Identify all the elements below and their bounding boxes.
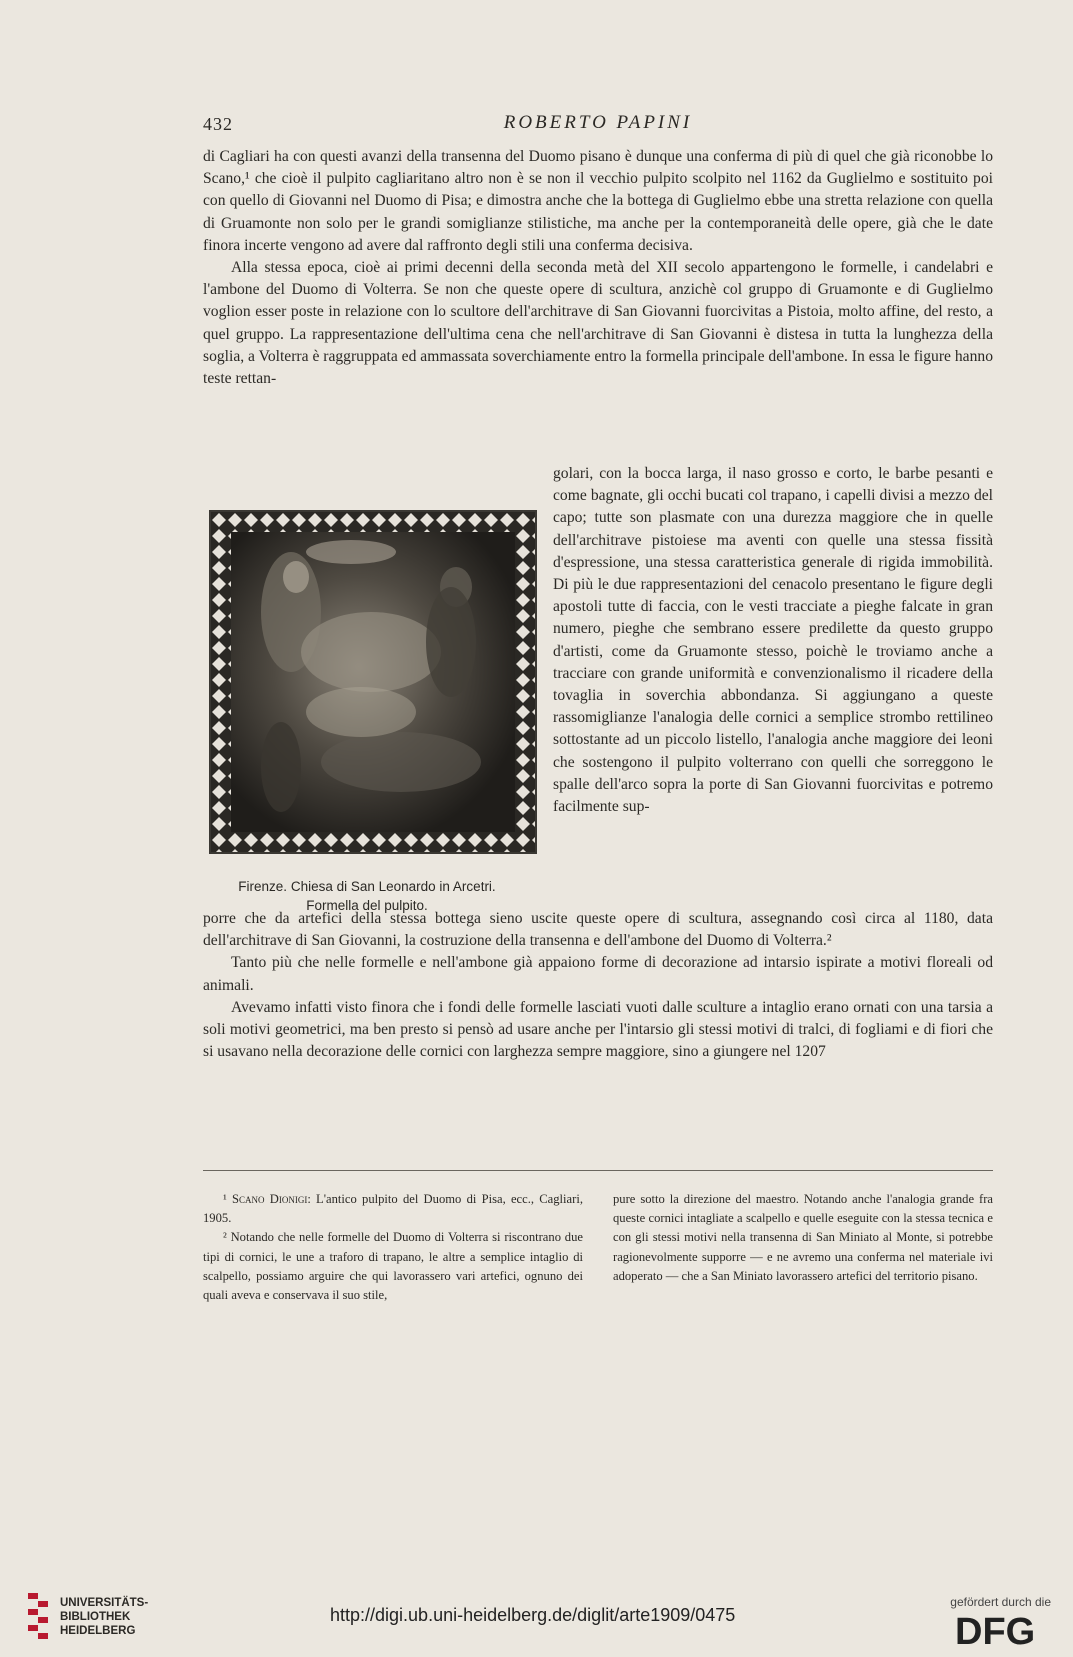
dfg-logo-icon <box>955 1611 1051 1649</box>
university-library-logo-icon <box>28 1593 48 1643</box>
dfg-logo-text: DFG <box>955 1611 1036 1649</box>
footnotes-left-column <box>203 1190 583 1305</box>
paragraph-3: porre che da artefici della stessa bottega sieno uscite queste opere di scultura, assegnando così circa al 1180, data dell'architrave di San Giovanni, la costruzione della transenna e dell'ambone del Duomo di Volterra.² <box>203 910 993 950</box>
paragraph-1: di Cagliari ha con questi avanzi della transenna del Duomo pisano è dunque una conferma di più di quel che già riconobbe lo Scano,¹ che cioè il pulpito cagliaritano altro non è se non il vecchio pulpito scolpito nel 1162 da Guglielmo e sostituito poi con quello di Giovanni nel Duomo di Pisa; e dimostra anche che la bottega di Guglielmo ebbe una stretta relazione con quella di Gruamonte non solo per le grandi somiglianze stilistiche, ma anche per la contemporaneità delle opere, già che le date finora incerte vengono ad avere dal raffronto degli stili una conferma decisiva. <box>203 148 993 254</box>
footnote-1-text: L'antico pulpito del Duomo di Pisa, ecc., Cagliari, 1905. <box>203 1192 583 1226</box>
body-text-top <box>203 146 993 390</box>
footnotes-right-column <box>613 1190 993 1286</box>
library-name-line-1: UNIVERSITÄTS- <box>60 1597 149 1609</box>
page-number: 432 <box>203 114 233 134</box>
footnote-2-continued: pure sotto la direzione del maestro. Notando anche l'analogia grande fra queste cornici intagliate a scalpello e quelle eseguite con la stessa tecnica e con gli stessi motivi nella transenna di San Miniato al Monte, si potrebbe ragionevolmente supporre — e ne avremo una conferma nel materiale ivi adoperato — che a San Miniato lavorassero artefici del territorio pisano. <box>613 1192 993 1283</box>
footnote-divider <box>203 1170 993 1171</box>
caption-line-1: Firenze. Chiesa di San Leonardo in Arcetri. <box>238 879 496 894</box>
body-text-wrap <box>553 463 993 818</box>
permalink-url[interactable]: http://digi.ub.uni-heidelberg.de/diglit/arte1909/0475 <box>330 1605 736 1625</box>
page-header <box>203 110 993 140</box>
caption-line-2: Formella del pulpito. <box>306 898 428 913</box>
library-name <box>60 1596 148 1638</box>
figure-illustration <box>211 512 535 852</box>
figure-formella-image <box>209 510 537 854</box>
footnote-1-author: ¹ Scano Dionigi: <box>223 1192 311 1206</box>
paragraph-5: Avevamo infatti visto finora che i fondi delle formelle lasciati vuoti dalle sculture a intaglio erano ornati con una tarsia a soli motivi geometrici, ma ben presto si pensò ad usare anche per l'intarsio gli stessi motivi di tralci, di fogliami e di fiori che si usavano nella decorazione delle cornici con larghezza sempre maggiore, sino a giungere nel 1207 <box>203 998 993 1061</box>
digitization-footer <box>0 1585 1073 1657</box>
body-text-bottom <box>203 908 993 1063</box>
footnote-1 <box>203 1190 583 1228</box>
funded-by-label: gefördert durch die <box>950 1595 1051 1609</box>
paragraph-2-continued: golari, con la bocca larga, il naso grosso e corto, le barbe pesanti e come bagnate, gli occhi bucati col trapano, i capelli divisi a mezzo del capo; tutte son plasmate con una durezza maggiore che in quelle dell'architrave pistoiese ma aventi con quelle una stessa fissità d'espressione, una stessa caratteristica generale di rigida immobilità. Di più le due rappresentazioni del cenacolo presentano le figure degli apostoli tutte di faccia, con le vesti tracciate a pieghe falcate in gran numero, pieghe che sembrano essere predilette da questo gruppo d'artisti, come da Gruamonte stesso, poichè le troviamo anche a tracciare con grande uniformità e convenzionalismo il ricadere della tovaglia in soverchia abbondanza. Si aggiungano a queste rassomiglianze l'analogia delle cornici a semplice strombo rettilineo sottostante ad un piccolo listello, l'analogia anche maggiore dei leoni che sostengono il pulpito volterrano con quelli che sorreggono le spalle dell'arco sopra la porte di San Giovanni fuorcivitas e potremo facilmente sup- <box>553 465 993 816</box>
footnote-2: ² Notando che nelle formelle del Duomo di Volterra si riscontrano due tipi di cornici, le une a traforo di trapano, le altre a semplice intaglio di scalpello, possiamo arguire che qui lavorassero vari artefici, ognuno dei quali aveva e conservava il suo stile, <box>203 1230 583 1303</box>
library-name-line-2: BIBLIOTHEK <box>60 1611 131 1623</box>
library-name-line-3: HEIDELBERG <box>60 1625 136 1637</box>
paragraph-4: Tanto più che nelle formelle e nell'ambone già appaiono forme di decorazione ad intarsio ispirate a motivi floreali od animali. <box>203 954 993 994</box>
paragraph-2: Alla stessa epoca, cioè ai primi decenni della seconda metà del XII secolo appartengono le formelle, i candelabri e l'ambone del Duomo di Volterra. Se non che queste opere di scultura, anzichè col gruppo di Gruamonte e di Guglielmo voglion esser poste in relazione con lo scultore dell'architrave di San Giovanni fuorcivitas a Pistoia, molto affine, del resto, a quel gruppo. La rappresentazione dell'ultima cena che nell'architrave di San Giovanni è distesa in tutta la lunghezza della soglia, a Volterra è raggruppata ed ammassata soverchiamente entro la formella principale dell'ambone. In essa le figure hanno teste rettan- <box>203 259 993 388</box>
running-head: ROBERTO PAPINI <box>503 112 693 133</box>
